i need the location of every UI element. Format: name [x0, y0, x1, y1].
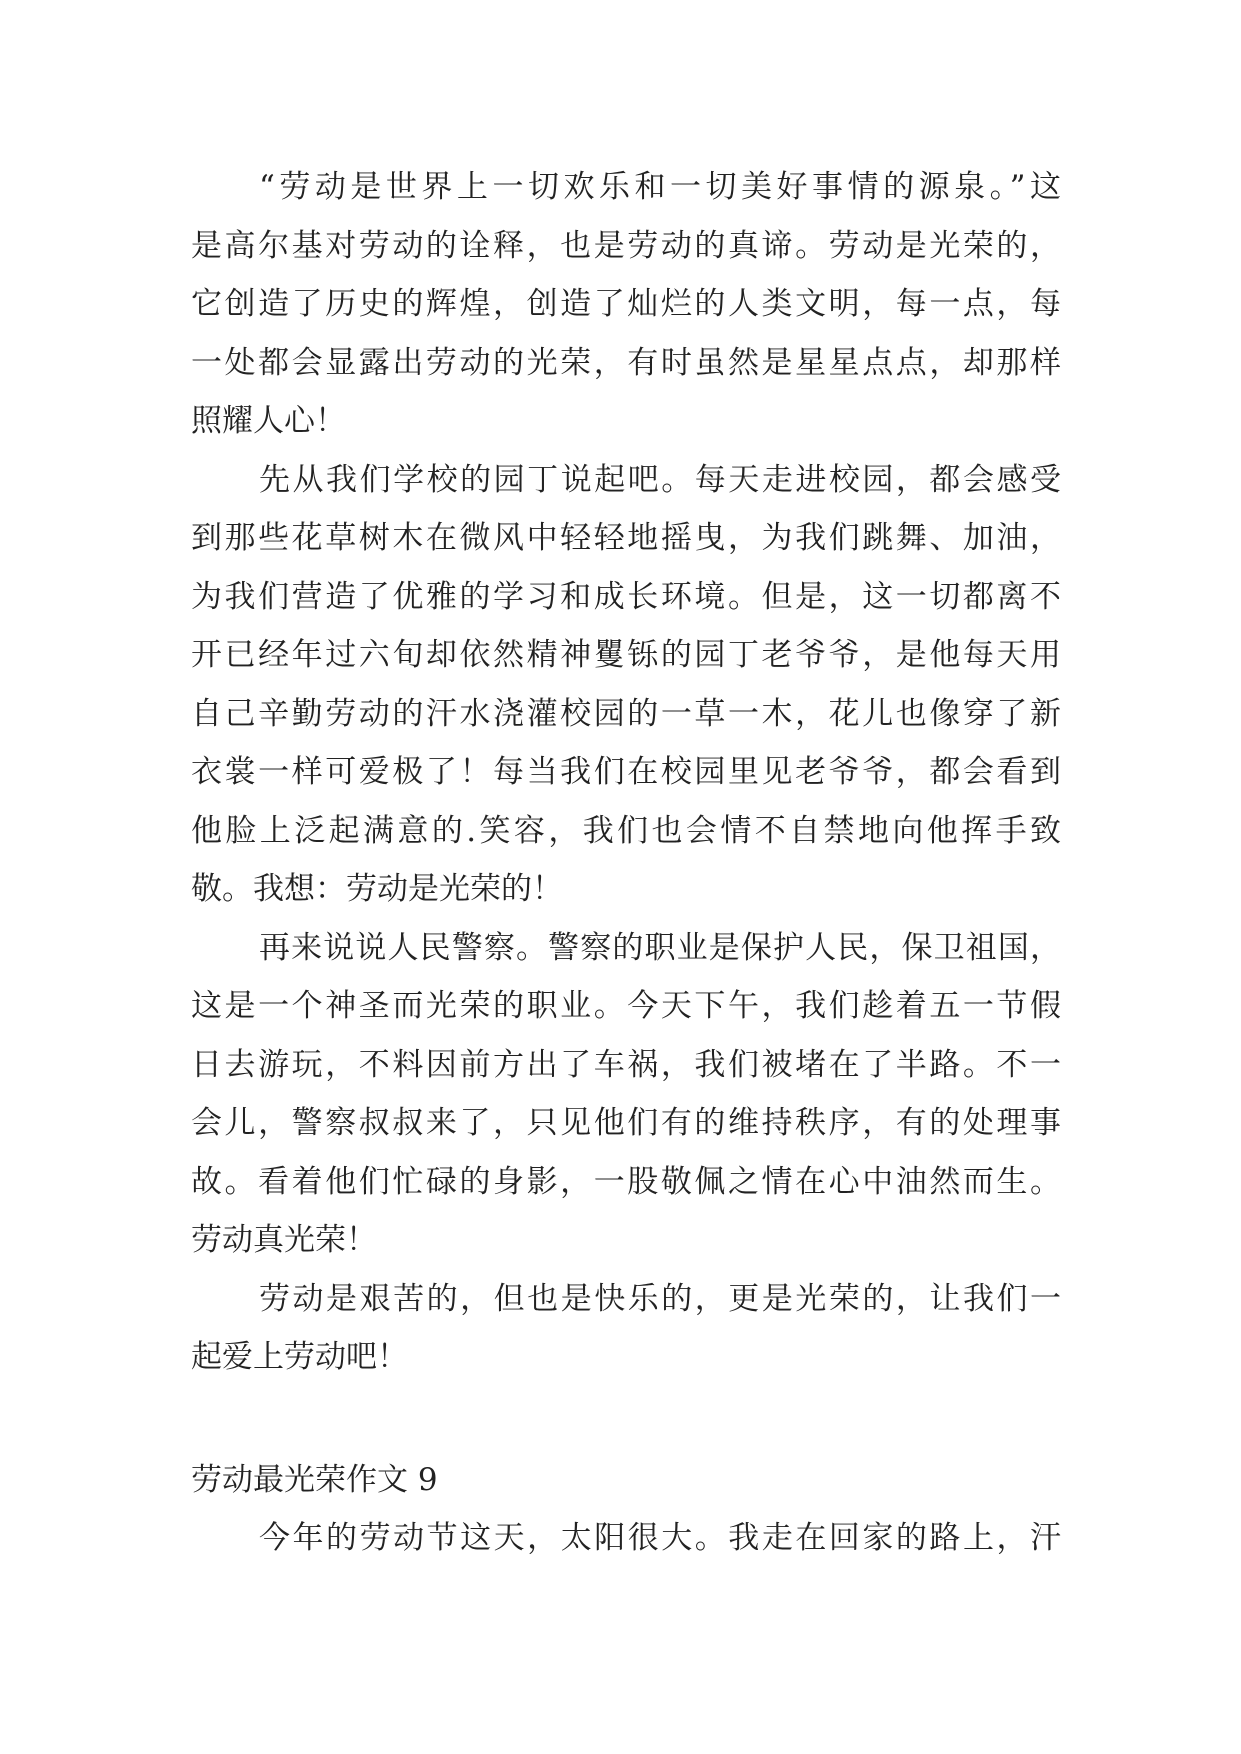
paragraph-2 [191, 451, 1061, 919]
text-line: 照耀人心！ [191, 403, 346, 439]
paragraph-4 [191, 1270, 1061, 1387]
paragraph-1 [191, 158, 1061, 451]
text-line: 再来说说人民警察。警察的职业是保护人民，保卫祖国， [259, 929, 1061, 966]
spacer [191, 1387, 1061, 1451]
text-line: 今年的劳动节这天，太阳很大。我走在回家的路上，汗 [259, 1520, 1061, 1556]
text-line: 起爱上劳动吧！ [191, 1339, 408, 1375]
text-line: 是高尔基对劳动的诠释，也是劳动的真谛。劳动是光荣的， [191, 227, 1061, 264]
paragraph-3 [191, 919, 1061, 1270]
section-heading: 劳动最光荣作文 9 [191, 1461, 438, 1498]
text-line: 开已经年过六旬却依然精神矍铄的园丁老爷爷，是他每天用 [191, 637, 1061, 673]
text-line: 劳动是艰苦的，但也是快乐的，更是光荣的，让我们一 [259, 1280, 1061, 1317]
paragraph-5 [191, 1509, 1061, 1568]
text-line: 这是一个神圣而光荣的职业。今天下午，我们趁着五一节假 [191, 988, 1061, 1024]
text-line: 它创造了历史的辉煌，创造了灿烂的人类文明，每一点，每 [191, 286, 1061, 322]
text-line: 自己辛勤劳动的汗水浇灌校园的一草一木，花儿也像穿了新 [191, 695, 1061, 732]
text-line: 劳动真光荣！ [191, 1222, 377, 1258]
text-line: 衣裳一样可爱极了！每当我们在校园里见老爷爷，都会看到 [191, 754, 1061, 790]
text-line: 为我们营造了优雅的学习和成长环境。但是，这一切都离不 [191, 578, 1061, 615]
text-line: 到那些花草树木在微风中轻轻地摇曳，为我们跳舞、加油， [191, 520, 1061, 556]
text-line: 故。看着他们忙碌的身影，一股敬佩之情在心中油然而生。 [191, 1163, 1061, 1200]
text-line: 先从我们学校的园丁说起吧。每天走进校园，都会感受 [259, 461, 1061, 498]
text-line: 会儿，警察叔叔来了，只见他们有的维持秩序，有的处理事 [191, 1105, 1061, 1141]
text-line: 他脸上泛起满意的.笑容，我们也会情不自禁地向他挥手致 [191, 812, 1061, 849]
text-line: “劳动是世界上一切欢乐和一切美好事情的源泉。”这 [259, 169, 1061, 205]
document-body [191, 158, 1061, 1568]
text-line: 敬。我想：劳动是光荣的！ [191, 871, 563, 907]
text-line: 日去游玩，不料因前方出了车祸，我们被堵在了半路。不一 [191, 1046, 1061, 1083]
text-line: 一处都会显露出劳动的光荣，有时虽然是星星点点，却那样 [191, 344, 1061, 381]
